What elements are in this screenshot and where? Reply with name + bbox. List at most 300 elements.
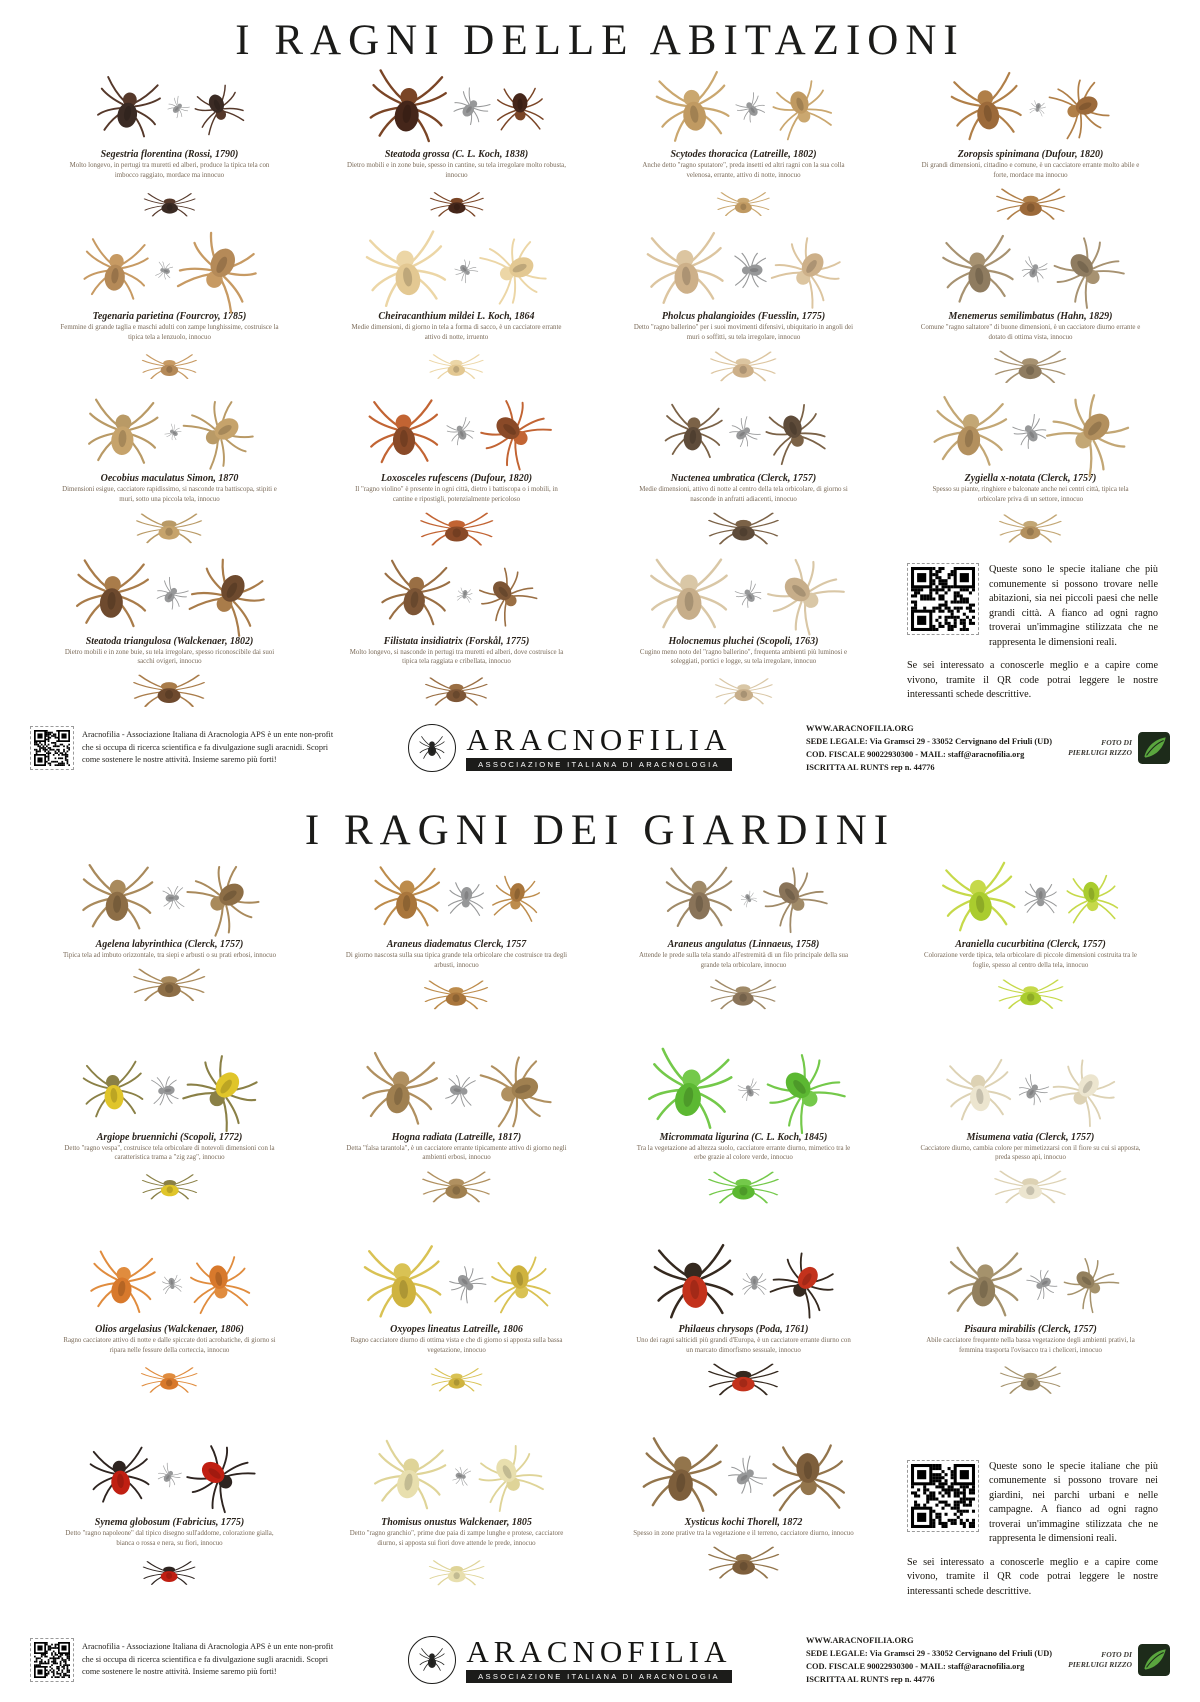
species-description: Molto longevo, in pertugi tra muretti ed alberi, produce la tipica tela con imbocco raggiato, mordace ma innocuo (69, 162, 270, 179)
species-name: Zoropsis spinimana (Dufour, 1820) (957, 149, 1104, 160)
photo-credit-block (1068, 1644, 1170, 1676)
species-photos (381, 557, 533, 633)
species-photos (647, 232, 840, 308)
species-cell (313, 554, 600, 716)
species-name: Loxosceles rufescens (Dufour, 1820) (380, 473, 533, 485)
spider-photo (90, 1251, 155, 1316)
footer-registry: ISCRITTA AL RUNTS rep n. 44776 (805, 1674, 935, 1684)
spider-photo (943, 862, 1016, 935)
poster-title: I RAGNI DELLE ABITAZIONI (235, 17, 965, 64)
real-size-silhouette-icon (457, 587, 472, 602)
species-photos (83, 232, 256, 308)
spider-photo (642, 1437, 721, 1516)
species-description: Dietro mobili e in zone buie, su tela irregolare, spesso riconoscibile dai suoi sacchi ovigeri, innocuo (64, 648, 275, 666)
species-description: Colorazione verde tipica, tela orbicolare di piccole dimensioni costruita tra le foglie, spesso al centro della tela, innocuo (924, 952, 1137, 969)
species-description: Detto "ragno vespa", costruisce tela orbicolare di notevoli dimensioni con la caratteristica trama a "zig zag", innocuo (64, 1144, 275, 1162)
real-size-silhouette-icon (455, 260, 476, 281)
spider-photo (381, 560, 449, 628)
spider-photo (995, 187, 1066, 223)
species-cell (26, 1435, 313, 1628)
species-cell (600, 1435, 887, 1628)
spider-photo (141, 1173, 199, 1202)
spider-photo (933, 396, 1006, 469)
species-photos (648, 1053, 838, 1129)
spider-photo (429, 191, 485, 219)
spider-photo (649, 555, 729, 635)
species-photo-lateral (429, 182, 485, 228)
species-name: Menemerus semilimbatus (Hahn, 1829) (948, 311, 1113, 323)
species-photo-lateral (132, 963, 206, 1009)
macro-natura-logo (1138, 732, 1170, 764)
species-description: Dimensioni esigue, cacciatore rapidissimo, si nasconde tra battiscopa, stipiti e muri, sotto una piccola tela, innocuo (62, 486, 277, 503)
species-photo-lateral (428, 344, 485, 390)
species-name: Argiope bruennichi (Scopoli, 1772) (96, 1131, 243, 1143)
species-photo-lateral (709, 344, 777, 390)
spider-photo (135, 512, 203, 546)
species-cell (600, 857, 887, 1050)
species-photos (657, 70, 829, 146)
species-name: Philaeus chrysops (Poda, 1761) (678, 1324, 809, 1336)
spider-photo (194, 560, 264, 630)
spider-photo (998, 513, 1063, 545)
species-photos (649, 557, 838, 633)
species-cell (600, 1242, 887, 1435)
qr-code (907, 1460, 979, 1532)
footer-about-block (30, 726, 334, 770)
real-size-silhouette-icon (733, 252, 769, 288)
spider-photo (423, 979, 489, 1012)
species-name: Pisaura mirabilis (Clerck, 1757) (964, 1324, 1097, 1336)
species-cell (887, 1242, 1174, 1435)
spider-photo (143, 192, 196, 219)
species-name: Pholcus phalangioides (Fuesslin, 1775) (661, 311, 826, 323)
species-cell (313, 67, 600, 229)
real-size-silhouette-icon (162, 1274, 182, 1294)
spider-photo (997, 978, 1064, 1012)
species-name: Oxyopes lineatus Latreille, 1806 (390, 1324, 523, 1336)
species-description: Medie dimensioni, di giorno in tela a forma di sacco, è un cacciatore errante attivo di notte, irruento (351, 324, 562, 341)
species-cell (313, 1435, 600, 1628)
real-size-silhouette-icon (454, 91, 487, 124)
spider-photo (647, 231, 725, 309)
species-photos (943, 232, 1117, 308)
species-cell (26, 1242, 313, 1435)
spider-photo (999, 1365, 1062, 1397)
spider-photo (764, 869, 822, 927)
species-description: Femmine di grande taglia e maschi adulti con zampe lunghissime, costruisce la tipica tela a lenzuolo, innocuo (60, 324, 279, 341)
species-photo-lateral (140, 1358, 198, 1404)
species-cell (600, 1050, 887, 1243)
species-description: Dietro mobili e in zone buie, spesso in cantine, su tela irregolare molto robusta, innocuo (347, 162, 566, 179)
photo-credit-block (1068, 732, 1170, 764)
spider-photo (771, 1439, 845, 1513)
spider-photo (709, 978, 777, 1012)
species-photos (952, 70, 1110, 146)
species-photos (83, 1053, 257, 1129)
spider-photo (369, 69, 446, 146)
species-photos (654, 1245, 834, 1321)
spider-photo (193, 866, 258, 931)
species-description: Ragno cacciatore diurno di ottima vista e che di giorno si apposta sulla bassa vegetazione, innocuo (350, 1337, 563, 1354)
species-name: Araneus diadematus Clerck, 1757 (386, 939, 527, 950)
species-name: Nuctenea umbratica (Clerck, 1757) (670, 473, 817, 485)
spider-photo (714, 677, 774, 707)
real-size-silhouette-icon (166, 425, 181, 440)
spider-photo (482, 401, 545, 464)
species-photo-lateral (707, 1541, 780, 1587)
species-description: Molto longevo, si nasconde in pertugi tra muretti ed alberi, dove costruisce la tipica tela raggiata e cribellata, innocuo (349, 648, 564, 666)
spider-photo (947, 1059, 1011, 1123)
species-name: Hogna radiata (Latreille, 1817) (391, 1131, 522, 1143)
species-photo-lateral (709, 972, 777, 1018)
species-name: Araneus angulatus (Linnaeus, 1758) (667, 939, 820, 950)
footer-website: WWW.ARACNOFILIA.ORG (805, 1635, 914, 1645)
spider-photo (189, 401, 252, 464)
poster-footer (0, 716, 1200, 790)
spider-photo (707, 1545, 780, 1582)
species-description: Uno dei ragni salticidi più grandi d'Europa, è un cacciatore errante diurno con un marcato dimorfismo sessuale, innocuo (636, 1337, 851, 1354)
spider-photo (367, 231, 446, 310)
species-description: Di giorno nascosta sulla sua tipica grande tela orbicolare che costruisce tra degli arbusti, innocuo (345, 952, 568, 969)
species-name: Steatoda triangulosa (Walckenaer, 1802) (85, 635, 254, 647)
real-size-silhouette-icon (452, 1467, 470, 1485)
spider-photo (83, 238, 148, 303)
spider-photo (419, 511, 494, 549)
real-size-silhouette-icon (729, 1459, 763, 1493)
poster-footer (0, 1628, 1200, 1702)
spider-photo (993, 349, 1067, 386)
real-size-silhouette-icon (1024, 881, 1057, 914)
species-name: Zygiella x-notata (Clerck, 1757) (964, 473, 1097, 485)
species-cell (26, 391, 313, 553)
species-description: Medie dimensioni, attivo di notte al centro della tela orbicolare, di giorno si nasconde in anfratti adiacenti, innocuo (639, 486, 848, 503)
real-size-silhouette-icon (151, 1076, 180, 1105)
species-cell (26, 554, 313, 716)
species-photos (947, 1245, 1114, 1321)
species-cell (313, 229, 600, 391)
species-photo-lateral (141, 344, 198, 390)
spider-photo (81, 862, 154, 935)
brand-wordmark: ARACNOFILIA (466, 1634, 732, 1670)
species-description: Spesso su piante, ringhiere e balconate anche nei centri città, tipica tela orbicolare priva di un settore, innocuo (932, 486, 1129, 503)
species-description: Attende le prede sulla tela stando all'estremità di un filo principale della sua grande tela orbicolare, innocuo (638, 952, 849, 969)
spider-photo (657, 72, 730, 145)
species-photo-lateral (143, 182, 196, 228)
species-description: Detta "falsa tarantola", è un cacciatore errante tipicamente attivo di giorno negli ambienti erbosi, innocuo (346, 1144, 567, 1162)
species-name: Synema globosum (Fabricius, 1775) (94, 1517, 245, 1529)
real-size-silhouette-icon (158, 1465, 180, 1487)
spider-photo (132, 673, 206, 710)
real-size-silhouette-icon (450, 1267, 483, 1300)
species-photos (97, 70, 242, 146)
species-cell (26, 857, 313, 1050)
species-name: Filistata insidiatrix (Forskål, 1775) (383, 635, 530, 647)
species-name: Olios argelasius (Walckenaer, 1806) (95, 1324, 244, 1336)
species-name: Segestria florentina (Rossi, 1790) (100, 149, 239, 160)
spider-photo (664, 403, 723, 462)
species-name: Tegenaria parietina (Fourcroy, 1785) (92, 311, 247, 323)
spider-photo (952, 73, 1022, 143)
species-description: Cacciatore diurno, cambia colore per mimetizzarsi con il fiore su cui si apposta, preda spesso api, innocuo (920, 1144, 1141, 1162)
spider-photo (373, 864, 441, 932)
species-name: Cheiracanthium mildei L. Koch, 1864 (378, 311, 535, 323)
species-photo-lateral (430, 1358, 483, 1404)
footer-contact-block (806, 722, 1052, 774)
spider-photo (479, 1446, 540, 1507)
spider-photo (1053, 80, 1109, 136)
qr-code (907, 563, 979, 635)
spider-photo (773, 80, 830, 137)
species-photo-lateral (141, 1165, 199, 1211)
spider-photo (421, 1170, 492, 1205)
species-photos (75, 557, 264, 633)
species-photos (362, 1053, 551, 1129)
species-name: Misumena vatia (Clerck, 1757) (966, 1131, 1095, 1143)
real-size-silhouette-icon (730, 419, 758, 447)
spider-photo (428, 1559, 485, 1588)
spider-photo (189, 1057, 257, 1125)
species-photos (90, 1245, 250, 1321)
real-size-silhouette-icon (448, 419, 474, 445)
species-photos (369, 70, 544, 146)
species-description: Il "ragno violino" è presente in ogni città, dietro i battiscopa o i mobili, in cantine e ripostigli, potenzialmente pericoloso (355, 486, 558, 503)
species-photos (373, 860, 540, 936)
real-size-silhouette-icon (444, 1075, 475, 1106)
species-photos (87, 394, 253, 470)
spider-photo (83, 1060, 144, 1121)
species-photo-lateral (993, 344, 1067, 390)
spider-photo (484, 1057, 552, 1125)
photo-credit-label: FOTO DI (1101, 737, 1132, 747)
poster-giardini (0, 790, 1200, 1702)
spider-photo (75, 558, 149, 632)
spider-photo (707, 1170, 780, 1206)
info-box (887, 554, 1174, 716)
species-description: Di grandi dimensioni, cittadino e comune, è un cacciatore errante molto abile e forte, mordace ma innocuo (921, 162, 1140, 179)
species-cell (600, 391, 887, 553)
footer-qr-code (30, 1638, 74, 1682)
brand-subtitle-bar: ASSOCIAZIONE ITALIANA DI ARACNOLOGIA (466, 1670, 731, 1683)
species-photo-lateral (428, 1550, 485, 1596)
species-grid (0, 67, 1200, 716)
species-photo-lateral (998, 507, 1063, 553)
species-photos (943, 860, 1117, 936)
spider-photo (665, 864, 734, 933)
species-cell (600, 554, 887, 716)
real-size-silhouette-icon (1019, 1077, 1047, 1105)
species-name: Micrommata ligurina (C. L. Koch, 1845) (659, 1131, 828, 1143)
species-photo-lateral (423, 972, 489, 1018)
aracnofilia-logo (408, 724, 456, 772)
spider-photo (1065, 1259, 1114, 1308)
footer-address: SEDE LEGALE: Via Gramsci 29 - 33052 Cervignano del Friuli (UD) (805, 1648, 1053, 1658)
species-grid (0, 857, 1200, 1628)
spider-photo (87, 397, 159, 469)
species-description: Spesso in zone prative tra la vegetazione e il terreno, cacciatore diurno, innocuo (633, 1530, 854, 1538)
species-cell (26, 67, 313, 229)
species-photos (368, 394, 545, 470)
species-photo-lateral (707, 1165, 780, 1211)
species-name: Steatoda grossa (C. L. Koch, 1838) (384, 149, 529, 160)
spider-photo (775, 1254, 834, 1313)
poster-abitazioni (0, 0, 1200, 790)
footer-address: SEDE LEGALE: Via Gramsci 29 - 33052 Cervignano del Friuli (UD) (805, 736, 1053, 746)
macro-natura-logo (1138, 1644, 1170, 1676)
footer-fiscal: COD. FISCALE 90022930300 - MAIL: staff@aracnofilia.org (805, 1661, 1025, 1671)
spider-photo (142, 1560, 196, 1587)
spider-photo (182, 233, 256, 307)
species-cell (887, 391, 1174, 553)
spider-photo (768, 1056, 838, 1126)
info-paragraph: Se sei interessato a conoscerle meglio e a capire come vivono, tramite il QR code potrai leggere le nostre interessanti schede descrittive. (907, 1556, 1158, 1597)
species-photo-lateral (707, 507, 780, 553)
spider-photo (654, 1243, 734, 1323)
footer-brand-block (408, 724, 731, 772)
species-photos (364, 1245, 550, 1321)
spider-photo (430, 1367, 483, 1394)
info-paragraph: Se sei interessato a conoscerle meglio e a capire come vivono, tramite il QR code potrai leggere le nostre interessanti schede descrittive. (907, 660, 1158, 701)
real-size-silhouette-icon (448, 880, 484, 916)
species-name: Araniella cucurbitina (Clerck, 1757) (955, 939, 1106, 950)
footer-registry: ISCRITTA AL RUNTS rep n. 44776 (805, 762, 935, 772)
aracnofilia-logo (408, 1636, 456, 1684)
info-paragraph: Queste sono le specie italiane che più comunemente si possono trovare nelle abitazioni, sia nei piccoli paesi che nelle grandi città. A fianco ad ogni ragno troverai un'immagine stilizzata che ne rappresenta le dimensioni reali. (989, 564, 1158, 648)
species-photo-lateral (995, 182, 1066, 228)
spider-photo (140, 1366, 198, 1395)
species-name: Oecobius maculatus Simon, 1870 (100, 473, 239, 485)
real-size-silhouette-icon (1030, 100, 1046, 116)
spider-photo (777, 239, 840, 302)
species-cell (887, 229, 1174, 391)
species-photo-lateral (993, 1165, 1068, 1211)
real-size-silhouette-icon (157, 580, 186, 609)
spider-photo (132, 967, 206, 1004)
footer-about-block (30, 1638, 334, 1682)
spider-photo (716, 191, 771, 218)
footer-about-text: Aracnofilia - Associazione Italiana di Aracnologia APS è un ente non-profit che si occupa di ricerca scientifica e fa divulgazione sugli aracnidi. Scopri come sostenere le nostre attività. Insieme saremo più forti! (82, 1642, 334, 1677)
species-cell (313, 857, 600, 1050)
real-size-silhouette-icon (156, 262, 173, 279)
brand-wordmark: ARACNOFILIA (466, 722, 732, 758)
species-description: Detto "ragno granchio", prime due paia di zampe lunghe e protese, cacciatore diurno, si apposta sui fiori dove attende le prede, innocuo (349, 1530, 564, 1547)
species-description: Detto "ragno napoleone" dal tipico disegno sull'addome, colorazione gialla, bianca o rossa e nera, su fiori, innocuo (65, 1530, 274, 1547)
species-description: Ragno cacciatore attivo di notte e dalle spiccate doti acrobatiche, di giorno si ripara nelle fessure della corteccia, innocuo (63, 1337, 276, 1354)
footer-fiscal: COD. FISCALE 90022930300 - MAIL: staff@aracnofilia.org (805, 749, 1025, 759)
species-name: Holocnemus pluchei (Scopoli, 1763) (668, 635, 819, 647)
species-description: Cugino meno noto del "ragno ballerino", frequenta ambienti più luminosi e soleggiati, portici e logge, su tela irregolare, innocuo (639, 648, 848, 666)
footer-brand-block (408, 1636, 731, 1684)
spider-photo (90, 1446, 150, 1506)
species-cell (887, 1050, 1174, 1243)
species-photos (81, 860, 258, 936)
species-name: Agelena labyrinthica (Clerck, 1757) (95, 939, 244, 950)
spider-photo (707, 511, 780, 547)
species-photo-lateral (421, 1165, 492, 1211)
species-photos (665, 860, 822, 936)
spider-photo (141, 353, 198, 381)
spider-photo (943, 235, 1014, 306)
spider-photo (493, 874, 540, 921)
species-photos (664, 394, 824, 470)
brand-subtitle-bar: ASSOCIAZIONE ITALIANA DI ARACNOLOGIA (466, 758, 731, 771)
poster-title: I RAGNI DEI GIARDINI (304, 807, 896, 854)
spider-photo (1055, 239, 1118, 302)
spider-photo (188, 1446, 249, 1507)
species-cell (887, 857, 1174, 1050)
spider-photo (766, 404, 823, 461)
species-cell (313, 1242, 600, 1435)
spider-photo (424, 676, 489, 708)
photo-credit-label: FOTO DI (1101, 1649, 1132, 1659)
spider-photo (648, 1049, 731, 1132)
species-photo-lateral (707, 1358, 780, 1404)
species-description: Detto "ragno ballerino" per i suoi movimenti difensivi, ubiquitario in angoli dei muri o soffitti, su tela irregolare, innocuo (633, 324, 854, 341)
spider-photo (362, 1053, 437, 1128)
species-photo-lateral (997, 972, 1064, 1018)
spider-photo (1055, 1061, 1115, 1121)
spider-photo (491, 1254, 550, 1313)
spider-photo (947, 1246, 1022, 1321)
spider-photo (195, 85, 242, 132)
spider-photo (709, 350, 777, 384)
species-photo-lateral (142, 1550, 196, 1596)
info-box (887, 1435, 1174, 1628)
spider-photo (1066, 872, 1118, 924)
spider-photo (707, 1362, 780, 1398)
species-photos (947, 1053, 1115, 1129)
species-photo-lateral (419, 507, 494, 553)
species-name: Xysticus kochi Thorell, 1872 (684, 1517, 803, 1529)
species-name: Thomisus onustus Walckenaer, 1805 (381, 1517, 532, 1529)
info-paragraph: Queste sono le specie italiane che più comunemente si possono trovare nei giardini, nei parchi urbani e nelle campagne. A fianco ad ogni ragno troverai un'immagine stilizzata che ne rappresenta le dimensioni reali. (989, 1460, 1158, 1545)
species-description: Tipica tela ad imbuto orizzontale, tra siepi e arbusti o su prati erbosi, innocuo (62, 952, 277, 959)
spider-photo (374, 1441, 445, 1512)
spider-photo (484, 239, 546, 301)
spider-photo (190, 1254, 249, 1313)
species-photo-lateral (999, 1358, 1062, 1404)
spider-photo (480, 569, 532, 621)
species-name: Scytodes thoracica (Latreille, 1802) (670, 149, 817, 160)
species-description: Anche detto "ragno sputatore", preda insetti ed altri ragni con la sua colla velenosa, errante, attivo di notte, innocuo (642, 162, 845, 179)
species-description: Comune "ragno saltatore" di buone dimensioni, è un cacciatore diurno errante e dotato di ottima vista, innocuo (920, 324, 1141, 341)
spider-photo (1054, 396, 1127, 469)
species-cell (26, 229, 313, 391)
species-cell (26, 1050, 313, 1243)
species-photo-lateral (132, 669, 206, 715)
species-cell (600, 229, 887, 391)
species-description: Abile cacciatore frequente nella bassa vegetazione degli ambienti prativi, la femmina trasporta l'ovisacco tra i cheliceri, innocuo (926, 1337, 1135, 1354)
real-size-silhouette-icon (742, 1271, 767, 1296)
footer-contact-block (806, 1634, 1052, 1686)
spider-photo (769, 560, 837, 628)
species-photo-lateral (714, 669, 774, 715)
species-cell (887, 67, 1174, 229)
spider-photo (993, 1169, 1068, 1206)
spider-photo (428, 353, 485, 381)
spider-photo (496, 84, 544, 132)
spider-photo (97, 77, 160, 140)
spider-photo (368, 397, 440, 469)
species-photos (367, 232, 545, 308)
footer-qr-code (30, 726, 74, 770)
photo-credit-name: PIERLUIGI RIZZO (1068, 747, 1132, 757)
real-size-silhouette-icon (738, 95, 765, 122)
real-size-silhouette-icon (1029, 1270, 1057, 1298)
species-cell (313, 391, 600, 553)
species-photos (90, 1438, 249, 1514)
footer-about-text: Aracnofilia - Associazione Italiana di Aracnologia APS è un ente non-profit che si occupa di ricerca scientifica e fa divulgazione sugli aracnidi. Scopri come sostenere le nostre attività. Insieme saremo più forti! (82, 730, 334, 765)
photo-credit-name: PIERLUIGI RIZZO (1068, 1659, 1132, 1669)
